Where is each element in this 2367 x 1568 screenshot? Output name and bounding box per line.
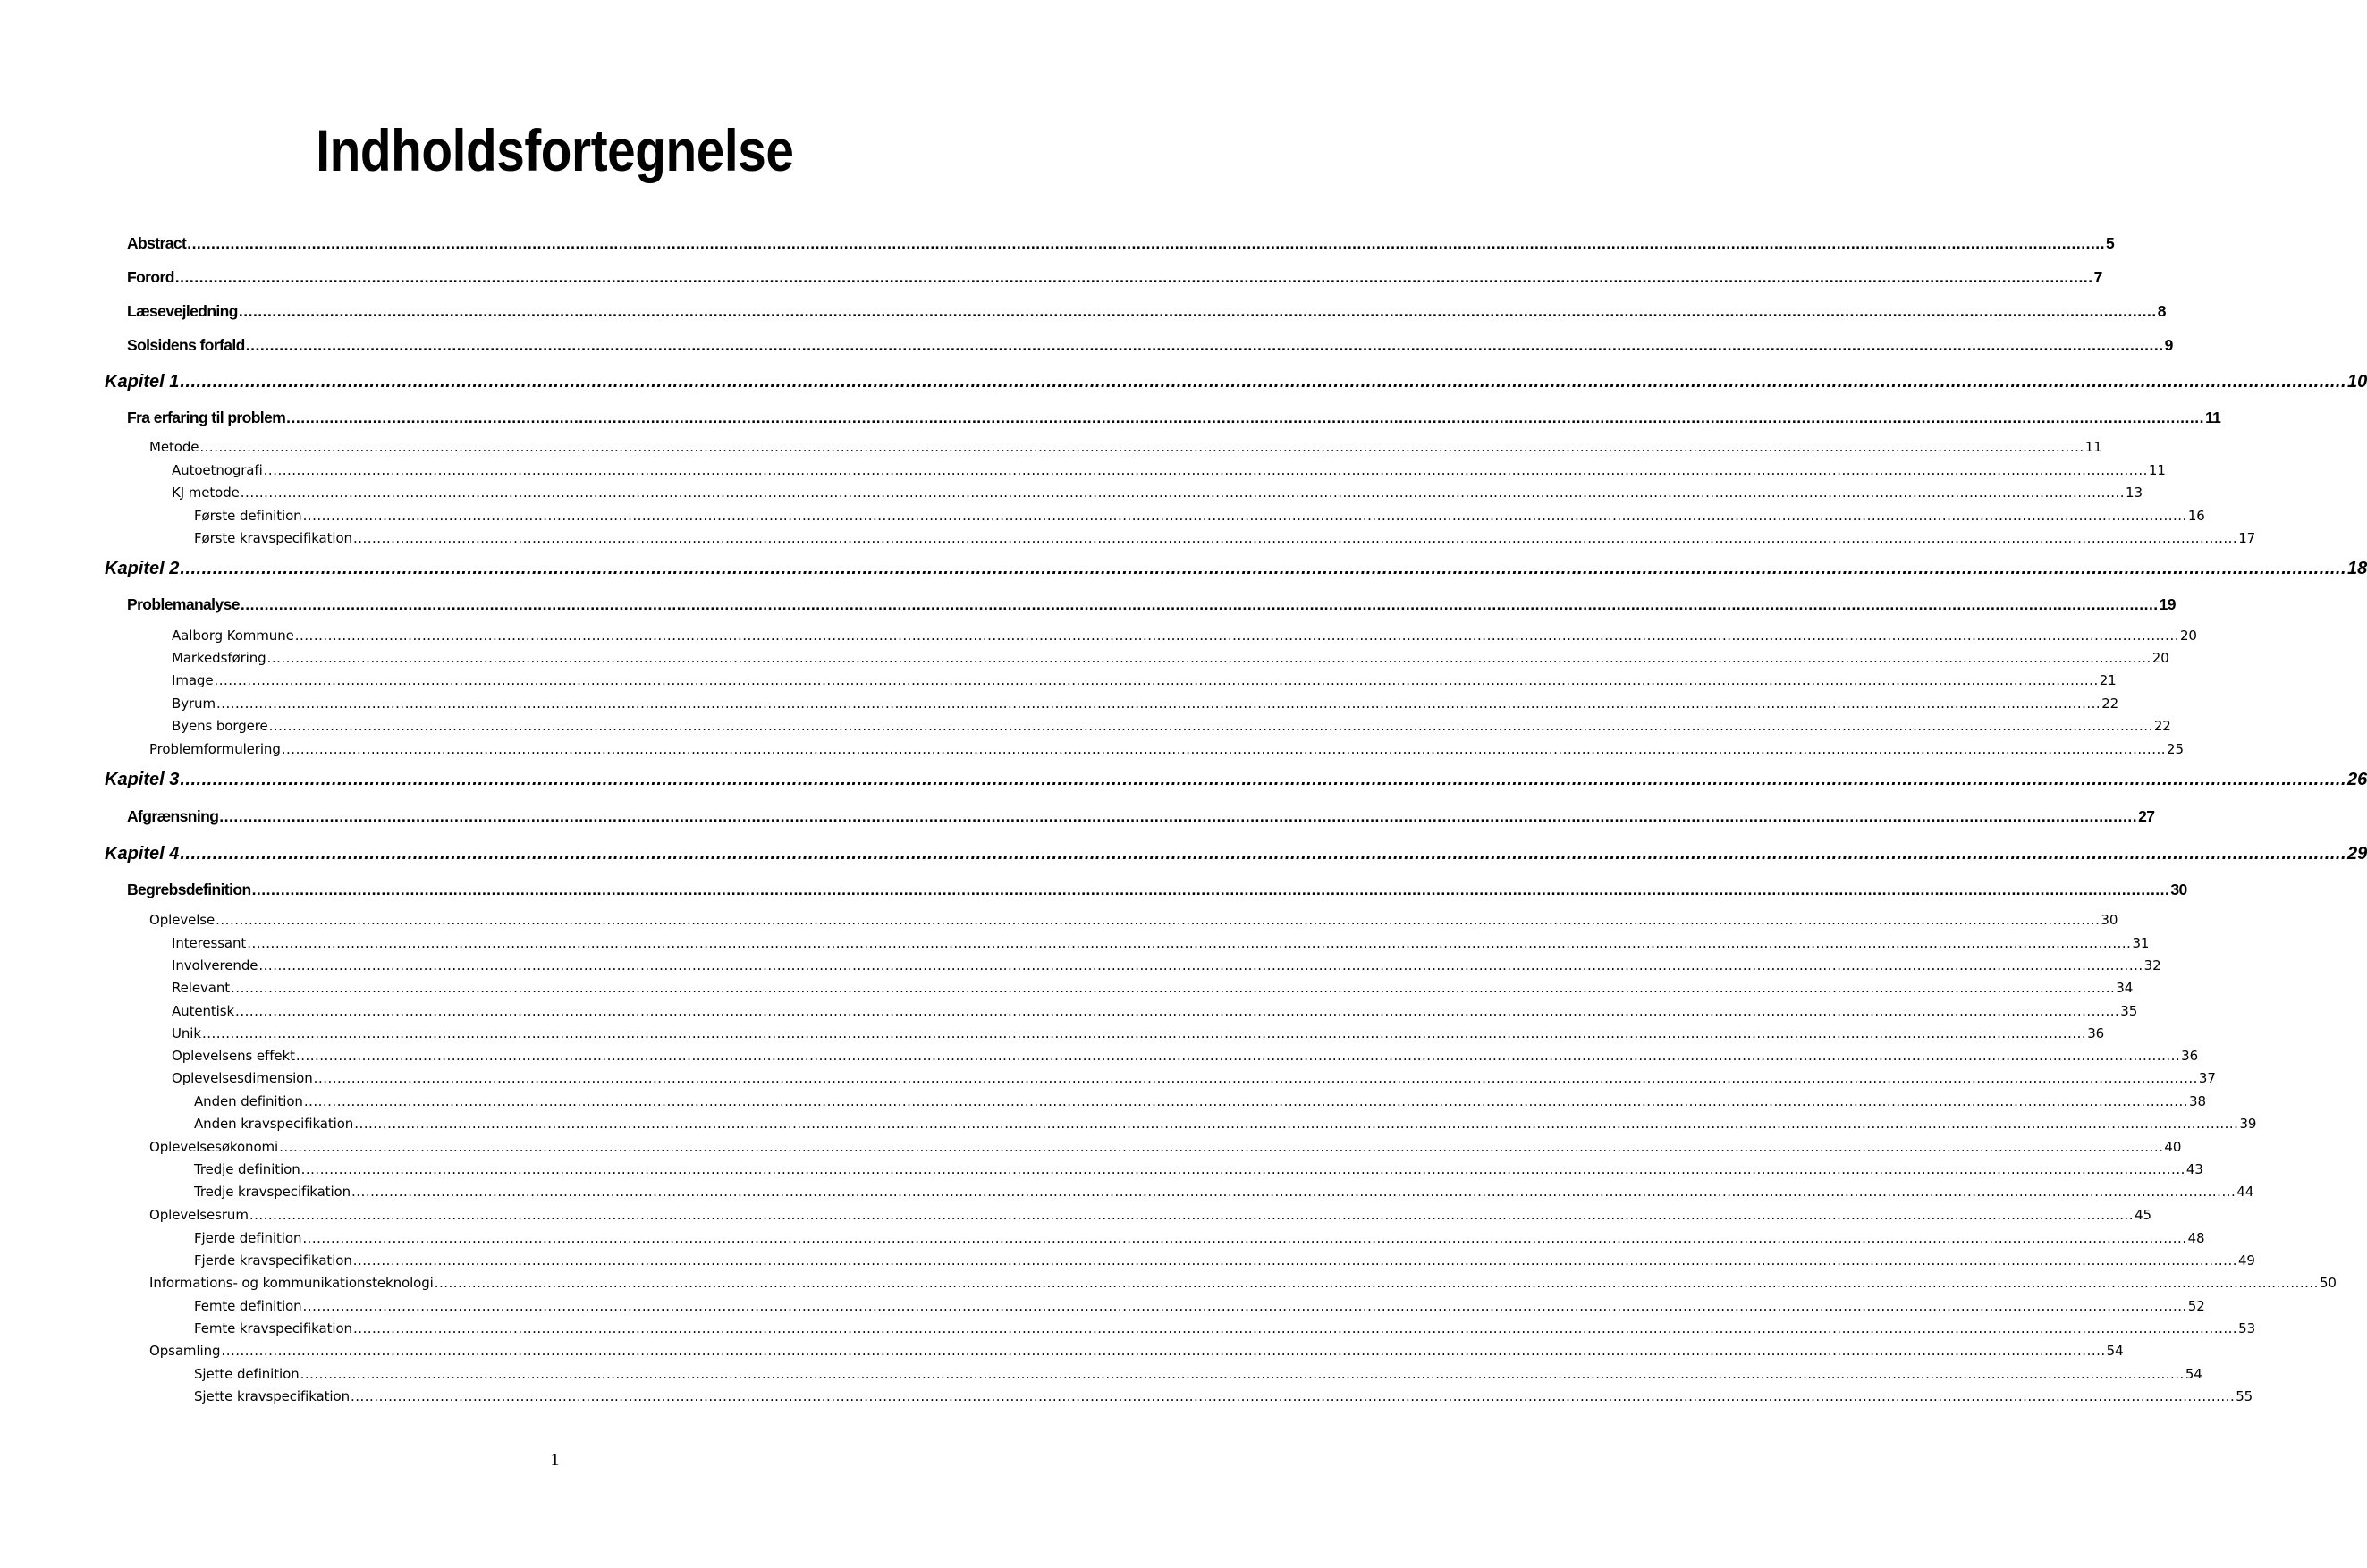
dot-leader: ................................................................................................................................................................................................................................................................................................................................................................................................................: [294, 628, 2179, 644]
toc-entry[interactable]: [149, 912, 2118, 928]
toc-entry-page: 22: [2101, 695, 2119, 712]
toc-entry-page: 52: [2187, 1298, 2205, 1314]
toc-entry-label: Kapitel 4: [105, 844, 180, 864]
toc-entry[interactable]: [194, 1161, 2203, 1177]
toc-entry-label: Fjerde definition: [194, 1230, 302, 1246]
toc-entry-page: 29: [2347, 844, 2367, 864]
toc-entry-label: Kapitel 1: [105, 372, 180, 392]
dot-leader: ................................................................................................................................................................................................................................................................................................................................................................................................................: [231, 980, 2116, 996]
toc-entry[interactable]: [172, 718, 2171, 734]
toc-entry[interactable]: [149, 1275, 2337, 1291]
toc-entry[interactable]: [149, 439, 2102, 455]
toc-entry-label: Oplevelsesøkonomi: [149, 1139, 279, 1155]
toc-entry[interactable]: [194, 1252, 2255, 1269]
dot-leader: ................................................................................................................................................................................................................................................................................................................................................................................................................: [180, 372, 2347, 392]
toc-entry-label: Fra erfaring til problem: [127, 409, 286, 426]
toc-entry-page: 35: [2120, 1003, 2138, 1019]
dot-leader: ................................................................................................................................................................................................................................................................................................................................................................................................................: [351, 1184, 2236, 1200]
toc-entry[interactable]: [172, 485, 2143, 501]
toc-entry[interactable]: [127, 268, 2102, 287]
toc-entry-page: 17: [2238, 530, 2256, 546]
dot-leader: ................................................................................................................................................................................................................................................................................................................................................................................................................: [300, 1161, 2185, 1177]
toc-entry[interactable]: [194, 1184, 2254, 1200]
toc-entry-label: Læsevejledning: [127, 302, 238, 320]
toc-entry[interactable]: [172, 980, 2134, 996]
toc-entry[interactable]: [194, 1116, 2257, 1132]
toc-chapter[interactable]: [105, 844, 2367, 864]
dot-leader: ................................................................................................................................................................................................................................................................................................................................................................................................................: [247, 935, 2132, 951]
dot-leader: ................................................................................................................................................................................................................................................................................................................................................................................................................: [240, 485, 2126, 501]
dot-leader: ................................................................................................................................................................................................................................................................................................................................................................................................................: [216, 912, 2101, 928]
toc-entry-label: Byens borgere: [172, 718, 268, 734]
toc-entry-page: 8: [2157, 302, 2166, 320]
toc-entry-page: 49: [2237, 1252, 2255, 1269]
toc-entry-page: 18: [2347, 559, 2367, 578]
toc-entry-page: 34: [2116, 980, 2134, 996]
toc-entry-label: Aalborg Kommune: [172, 628, 294, 644]
toc-entry-page: 32: [2143, 957, 2161, 974]
toc-entry[interactable]: [194, 508, 2205, 524]
dot-leader: ................................................................................................................................................................................................................................................................................................................................................................................................................: [303, 1093, 2189, 1109]
toc-entry-page: 38: [2189, 1093, 2206, 1109]
toc-entry[interactable]: [127, 336, 2173, 355]
toc-entry-page: 55: [2236, 1388, 2253, 1404]
toc-entry-label: Fjerde kravspecifikation: [194, 1252, 352, 1269]
dot-leader: ................................................................................................................................................................................................................................................................................................................................................................................................................: [352, 1320, 2238, 1336]
dot-leader: ................................................................................................................................................................................................................................................................................................................................................................................................................: [249, 1207, 2135, 1223]
toc-entry[interactable]: [127, 595, 2176, 614]
toc-entry-label: Opsamling: [149, 1343, 221, 1359]
dot-leader: ................................................................................................................................................................................................................................................................................................................................................................................................................: [266, 650, 2151, 666]
page-title: Indholdsfortegnelse: [316, 117, 794, 183]
dot-leader: ................................................................................................................................................................................................................................................................................................................................................................................................................: [354, 1116, 2239, 1132]
toc-entry-page: 54: [2185, 1366, 2202, 1382]
toc-entry-label: Involverende: [172, 957, 258, 974]
toc-entry-page: 30: [2101, 912, 2118, 928]
toc-entry-page: 26: [2347, 770, 2367, 789]
toc-entry-label: Oplevelsesdimension: [172, 1070, 313, 1086]
toc-entry-label: Unik: [172, 1025, 201, 1041]
dot-leader: ................................................................................................................................................................................................................................................................................................................................................................................................................: [279, 1139, 2164, 1155]
dot-leader: ................................................................................................................................................................................................................................................................................................................................................................................................................: [350, 1388, 2236, 1404]
toc-entry-label: Anden kravspecifikation: [194, 1116, 354, 1132]
toc-entry-page: 20: [2151, 650, 2169, 666]
dot-leader: ................................................................................................................................................................................................................................................................................................................................................................................................................: [281, 741, 2166, 757]
dot-leader: ................................................................................................................................................................................................................................................................................................................................................................................................................: [302, 1298, 2187, 1314]
toc-entry[interactable]: [194, 530, 2256, 546]
dot-leader: ................................................................................................................................................................................................................................................................................................................................................................................................................: [214, 672, 2099, 688]
toc-entry-label: Femte kravspecifikation: [194, 1320, 352, 1336]
toc-entry-page: 36: [2087, 1025, 2105, 1041]
dot-leader: ................................................................................................................................................................................................................................................................................................................................................................................................................: [313, 1070, 2198, 1086]
toc-entry-label: Tredje kravspecifikation: [194, 1184, 351, 1200]
toc-entry-label: Image: [172, 672, 214, 688]
toc-entry-page: 53: [2238, 1320, 2256, 1336]
dot-leader: ................................................................................................................................................................................................................................................................................................................................................................................................................: [251, 881, 2170, 898]
toc-entry-label: Første kravspecifikation: [194, 530, 352, 546]
toc-entry[interactable]: [127, 302, 2166, 321]
toc-entry-page: 7: [2093, 268, 2102, 286]
toc-entry[interactable]: [172, 1025, 2105, 1041]
toc-entry-page: 40: [2164, 1139, 2182, 1155]
toc-entry-label: Oplevelse: [149, 912, 216, 928]
toc-entry[interactable]: [172, 957, 2161, 974]
toc-entry[interactable]: [172, 1003, 2138, 1019]
toc-entry-label: Sjette definition: [194, 1366, 300, 1382]
toc-entry-page: 11: [2205, 409, 2221, 426]
toc-entry-label: Femte definition: [194, 1298, 302, 1314]
toc-entry-label: Problemanalyse: [127, 595, 240, 613]
toc-entry[interactable]: [127, 807, 2155, 826]
toc-entry[interactable]: [194, 1093, 2206, 1109]
toc-entry[interactable]: [127, 881, 2187, 899]
toc-entry[interactable]: [172, 1070, 2216, 1086]
toc-entry-page: 20: [2179, 628, 2197, 644]
dot-leader: ................................................................................................................................................................................................................................................................................................................................................................................................................: [216, 695, 2101, 712]
toc-entry-label: Problemformulering: [149, 741, 281, 757]
toc-entry-page: 30: [2170, 881, 2187, 898]
dot-leader: ................................................................................................................................................................................................................................................................................................................................................................................................................: [187, 234, 2106, 252]
dot-leader: ................................................................................................................................................................................................................................................................................................................................................................................................................: [240, 595, 2159, 613]
toc-entry[interactable]: [194, 1320, 2256, 1336]
page-number: 1: [550, 1450, 560, 1470]
toc-entry-page: 25: [2167, 741, 2184, 757]
toc-entry[interactable]: [172, 935, 2150, 951]
toc-entry-page: 19: [2159, 595, 2176, 613]
dot-leader: ................................................................................................................................................................................................................................................................................................................................................................................................................: [235, 1003, 2120, 1019]
toc-entry-label: Forord: [127, 268, 174, 286]
toc-entry-page: 45: [2135, 1207, 2151, 1223]
dot-leader: ................................................................................................................................................................................................................................................................................................................................................................................................................: [300, 1366, 2185, 1382]
toc-entry[interactable]: [172, 650, 2169, 666]
toc-entry-page: 50: [2319, 1275, 2337, 1291]
toc-entry-label: Interessant: [172, 935, 247, 951]
dot-leader: ................................................................................................................................................................................................................................................................................................................................................................................................................: [286, 409, 2204, 426]
dot-leader: ................................................................................................................................................................................................................................................................................................................................................................................................................: [180, 770, 2347, 789]
toc-entry-label: Markedsføring: [172, 650, 266, 666]
toc-entry-page: 48: [2187, 1230, 2205, 1246]
toc-entry-label: Oplevelsens effekt: [172, 1048, 295, 1064]
toc-entry-page: 36: [2181, 1048, 2199, 1064]
toc-entry[interactable]: [194, 1298, 2205, 1314]
toc-chapter[interactable]: [105, 770, 2367, 790]
dot-leader: ................................................................................................................................................................................................................................................................................................................................................................................................................: [238, 302, 2157, 320]
toc-entry[interactable]: [194, 1366, 2202, 1382]
toc-entry-label: Afgrænsning: [127, 807, 219, 825]
toc-entry[interactable]: [172, 1048, 2199, 1064]
toc-entry-page: 10: [2347, 372, 2367, 392]
toc-entry-label: Anden definition: [194, 1093, 303, 1109]
toc-entry-page: 43: [2185, 1161, 2203, 1177]
toc-entry[interactable]: [172, 695, 2119, 712]
toc-entry-page: 9: [2164, 336, 2173, 354]
dot-leader: ................................................................................................................................................................................................................................................................................................................................................................................................................: [302, 1230, 2187, 1246]
dot-leader: ................................................................................................................................................................................................................................................................................................................................................................................................................: [219, 807, 2138, 825]
toc-chapter[interactable]: [105, 372, 2367, 392]
dot-leader: ................................................................................................................................................................................................................................................................................................................................................................................................................: [352, 530, 2238, 546]
dot-leader: ................................................................................................................................................................................................................................................................................................................................................................................................................: [201, 1025, 2087, 1041]
toc-entry-page: 13: [2126, 485, 2143, 501]
dot-leader: ................................................................................................................................................................................................................................................................................................................................................................................................................: [199, 439, 2084, 455]
toc-entry[interactable]: [172, 672, 2117, 688]
dot-leader: ................................................................................................................................................................................................................................................................................................................................................................................................................: [263, 462, 2148, 478]
dot-leader: ................................................................................................................................................................................................................................................................................................................................................................................................................: [434, 1275, 2319, 1291]
toc-entry-page: 11: [2148, 462, 2166, 478]
toc-entry-label: Byrum: [172, 695, 216, 712]
toc-entry[interactable]: [149, 741, 2184, 757]
toc-entry-page: 44: [2236, 1184, 2254, 1200]
toc-chapter[interactable]: [105, 559, 2367, 579]
toc-entry-label: Begrebsdefinition: [127, 881, 251, 898]
toc-entry[interactable]: [172, 628, 2197, 644]
toc-entry-page: 16: [2187, 508, 2205, 524]
toc-entry-label: Autentisk: [172, 1003, 235, 1019]
toc-entry-label: Autoetnografi: [172, 462, 263, 478]
toc-entry-label: Kapitel 2: [105, 559, 180, 578]
dot-leader: ................................................................................................................................................................................................................................................................................................................................................................................................................: [258, 957, 2143, 974]
dot-leader: ................................................................................................................................................................................................................................................................................................................................................................................................................: [180, 844, 2347, 864]
dot-leader: ................................................................................................................................................................................................................................................................................................................................................................................................................: [245, 336, 2164, 354]
toc-entry[interactable]: [149, 1207, 2151, 1223]
toc-entry-page: 11: [2084, 439, 2102, 455]
toc-entry-page: 54: [2106, 1343, 2124, 1359]
toc-entry-label: Solsidens forfald: [127, 336, 245, 354]
toc-entry-page: 37: [2198, 1070, 2216, 1086]
toc-entry-label: Metode: [149, 439, 199, 455]
dot-leader: ................................................................................................................................................................................................................................................................................................................................................................................................................: [174, 268, 2093, 286]
toc-entry[interactable]: [127, 409, 2221, 427]
toc-entry[interactable]: [149, 1343, 2124, 1359]
dot-leader: ................................................................................................................................................................................................................................................................................................................................................................................................................: [302, 508, 2187, 524]
toc-entry-label: Oplevelsesrum: [149, 1207, 249, 1223]
dot-leader: ................................................................................................................................................................................................................................................................................................................................................................................................................: [295, 1048, 2181, 1064]
toc-entry-page: 5: [2106, 234, 2115, 252]
toc-entry-label: Første definition: [194, 508, 302, 524]
toc-entry[interactable]: [194, 1230, 2205, 1246]
dot-leader: ................................................................................................................................................................................................................................................................................................................................................................................................................: [352, 1252, 2237, 1269]
toc-entry-page: 22: [2153, 718, 2171, 734]
dot-leader: ................................................................................................................................................................................................................................................................................................................................................................................................................: [180, 559, 2347, 578]
toc-entry-label: Sjette kravspecifikation: [194, 1388, 350, 1404]
dot-leader: ................................................................................................................................................................................................................................................................................................................................................................................................................: [221, 1343, 2106, 1359]
toc-entry[interactable]: [149, 1139, 2182, 1155]
toc-entry-page: 21: [2099, 672, 2117, 688]
toc-entry[interactable]: [194, 1388, 2253, 1404]
toc-entry-label: Relevant: [172, 980, 231, 996]
toc-entry-page: 31: [2132, 935, 2150, 951]
toc-entry-label: Informations- og kommunikationsteknologi: [149, 1275, 434, 1291]
toc-entry-label: Tredje definition: [194, 1161, 300, 1177]
toc-entry-label: KJ metode: [172, 485, 240, 501]
toc-entry-page: 27: [2138, 807, 2155, 825]
dot-leader: ................................................................................................................................................................................................................................................................................................................................................................................................................: [268, 718, 2153, 734]
toc-entry-label: Abstract: [127, 234, 187, 252]
toc-entry[interactable]: [172, 462, 2166, 478]
toc-entry-page: 39: [2239, 1116, 2257, 1132]
toc-entry-label: Kapitel 3: [105, 770, 180, 789]
toc-entry[interactable]: [127, 234, 2115, 253]
